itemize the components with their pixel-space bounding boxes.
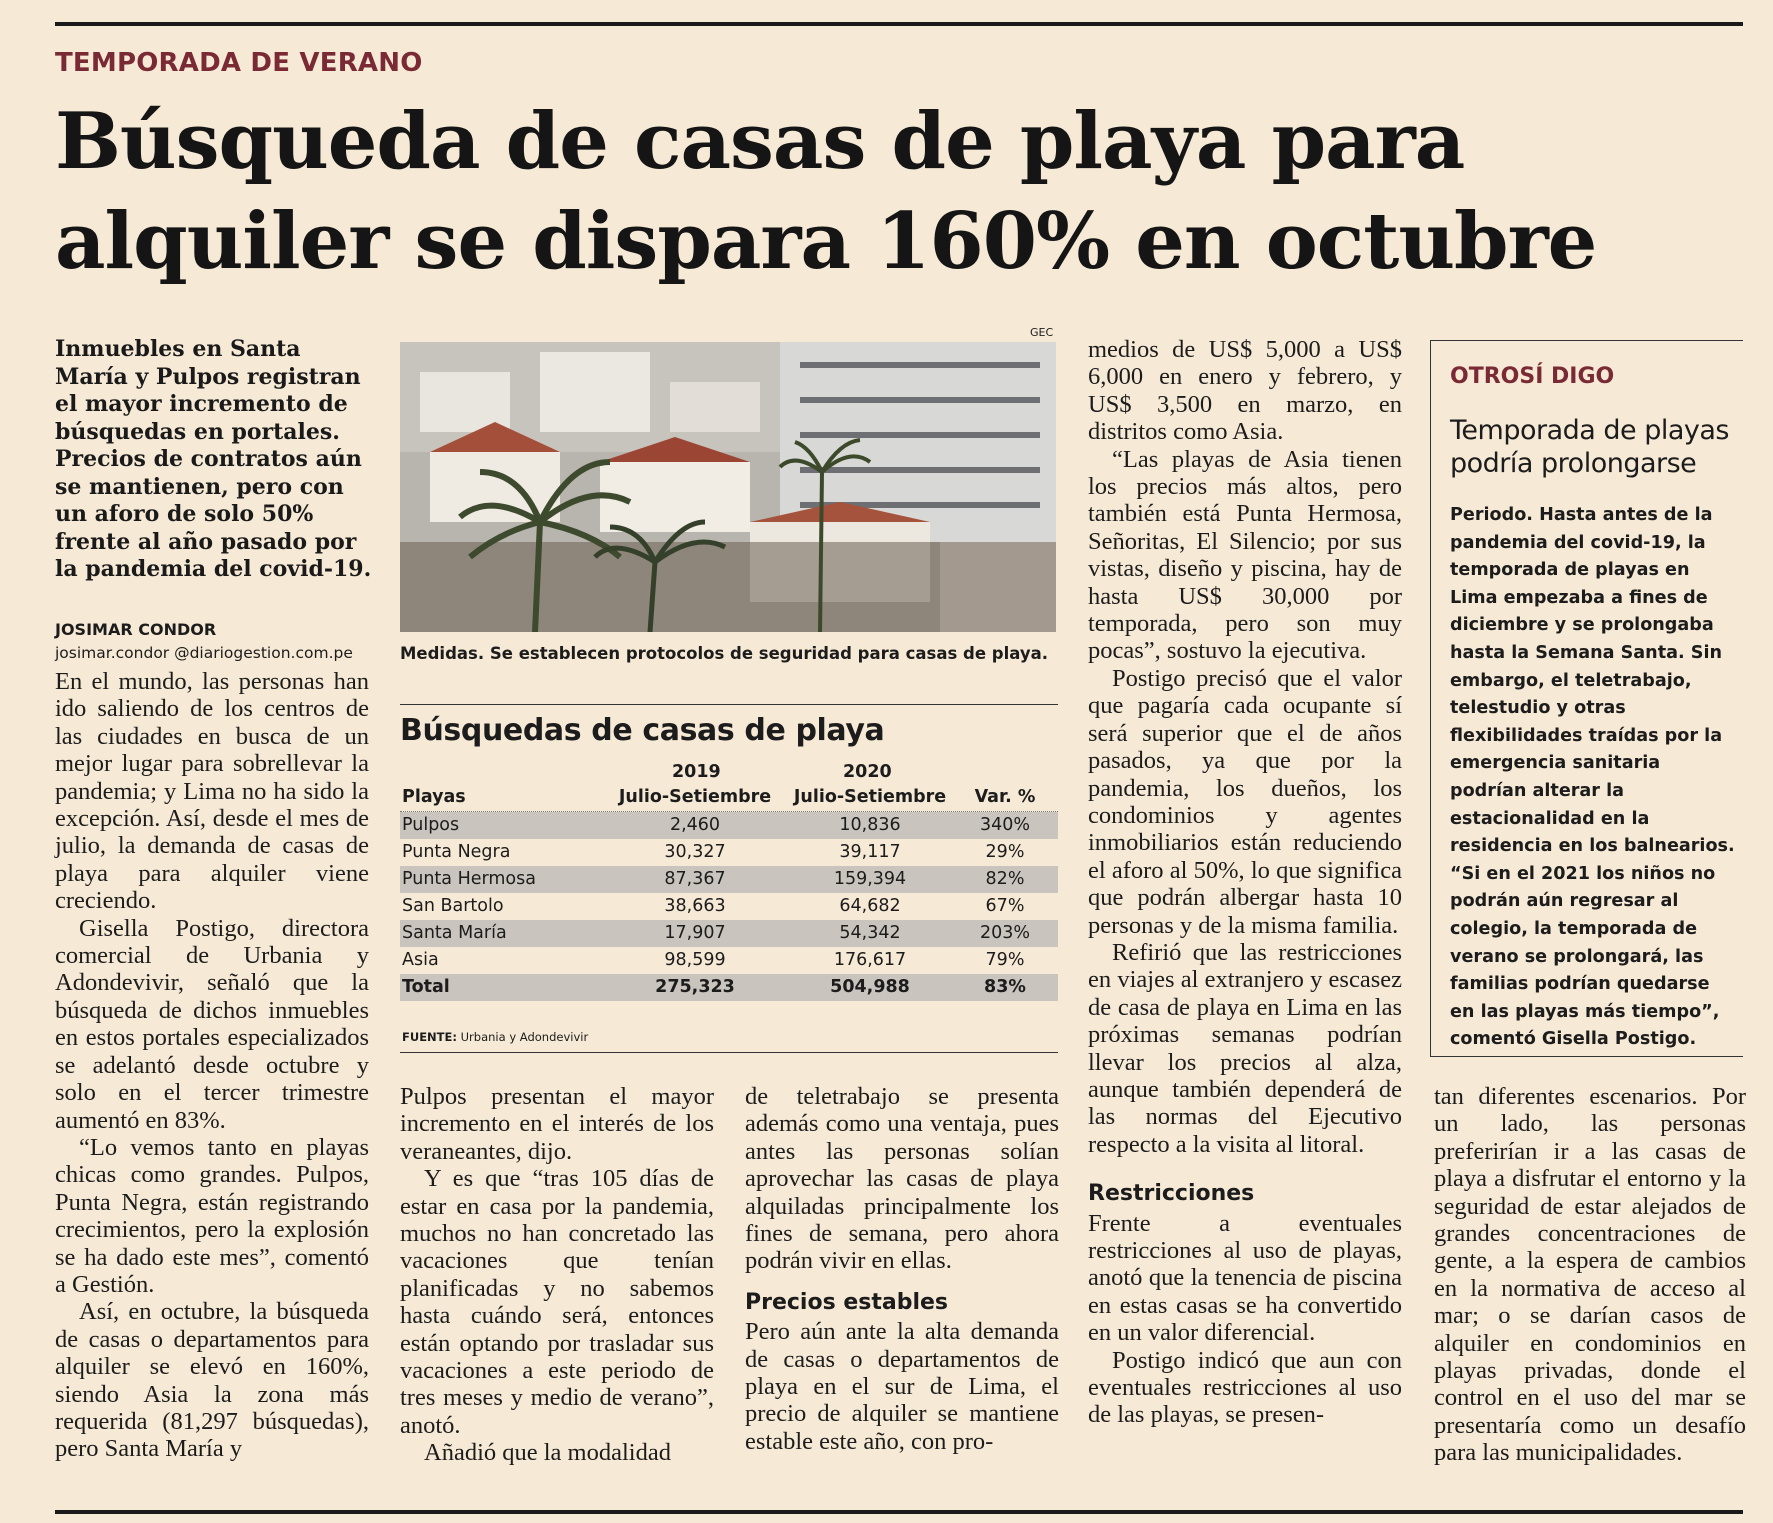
caption-text: Se establecen protocolos de seguridad para casas de playa. <box>484 644 1049 663</box>
paragraph: Pulpos presentan el mayor incremento en el interés de los veraneantes, dijo. <box>400 1083 714 1165</box>
table-cell: Total <box>402 977 450 997</box>
section-kicker: TEMPORADA DE VERANO <box>55 48 423 78</box>
table-total-row <box>400 974 1058 1001</box>
table-cell: Pulpos <box>402 815 460 835</box>
lede: Inmuebles en Santa María y Pulpos registran el mayor incremento de búsquedas en portales. Precios de contratos aún se mantienen, pero con un aforo de solo 50% frente al año pasado por la pandemia del covid-19. <box>55 336 372 582</box>
table-cell: 275,323 <box>655 977 735 997</box>
headline: Búsqueda de casas de playa para alquiler se dispara 160% en octubre <box>55 96 1597 287</box>
table-cell: 203% <box>979 923 1031 943</box>
paragraph: Así, en octubre, la búsqueda de casas o departamentos para alquiler se elevó en 160%, siendo Asia la zona más requerida (81,297 búsquedas), pero Santa María y <box>55 1298 369 1463</box>
table-row <box>400 947 1058 974</box>
paragraph: Gisella Postigo, directora comercial de Urbania y Adondevivir, señaló que la búsqueda de dichos inmuebles en estos portales especializados se adelantó desde octubre y solo en el tercer trimestre aumentó en 83%. <box>55 914 369 1134</box>
table-cell: 54,342 <box>839 923 901 943</box>
column-4 <box>1088 336 1402 1429</box>
table-cell: 176,617 <box>833 950 907 970</box>
sidebar-kicker: OTROSÍ DIGO <box>1450 364 1615 389</box>
table-cell: 39,117 <box>839 842 901 862</box>
caption-label: Medidas. <box>400 644 485 663</box>
paragraph: tan diferentes escenarios. Por un lado, las personas preferirían ir a las casas de playa a disfrutar el entorno y la seguridad de estar alejados de grandes concentraciones de gente, a la espera de cambios en la normativa de acceso al mar; o se darían casos de alquiler en condominios en playas privadas, donde el control en el uso del mar se presentaría como un desafío para las municipalidades. <box>1434 1083 1746 1467</box>
column-2 <box>400 1083 714 1467</box>
header-cell: Julio-Setiembre <box>618 787 772 807</box>
table-cell: 67% <box>985 896 1025 916</box>
paragraph: Y es que “tras 105 días de estar en casa por la pandemia, muchos no han concretado las vacaciones que tenían planificadas y no sabemos hasta cuándo será, entonces están optando por trasladar sus vacaciones a este periodo de tres meses y medio de verano”, anotó. <box>400 1165 714 1439</box>
table-row <box>400 866 1058 893</box>
column-1 <box>55 668 369 1463</box>
table-cell: 98,599 <box>664 950 726 970</box>
paragraph: Postigo indicó que aun con eventuales restricciones al uso de las playas, se presen- <box>1088 1346 1402 1429</box>
paragraph: “Lo vemos tanto en playas chicas como grandes. Pulpos, Punta Negra, están registrando crecimientos, pero la explosión se ha dado este mes”, comentó a Gestión. <box>55 1133 369 1298</box>
table-cell: 38,663 <box>664 896 726 916</box>
paragraph: Pero aún ante la alta demanda de casas o departamentos de playa en el sur de Lima, el precio de alquiler se mantiene estable este año, con pro- <box>745 1318 1059 1455</box>
table-cell: 10,836 <box>839 815 901 835</box>
table-cell: 29% <box>985 842 1025 862</box>
sidebar-body: Periodo. Hasta antes de la pandemia del covid-19, la temporada de playas en Lima empezaba a fines de diciembre y se prolongaba hasta la Semana Santa. Sin embargo, el teletrabajo, telestudio y otras flexibilidades traídas por la emergencia sanitaria podrían alterar la estacionalidad en la residencia en los balnearios. “Si en el 2021 los niños no podrán aún regresar al colegio, la temporada de verano se prolongará, las familias podrían quedarse en las playas más tiempo”, comentó Gisella Postigo. <box>1450 505 1735 1050</box>
table-cell: Punta Hermosa <box>402 869 536 889</box>
column-5 <box>1434 1083 1746 1467</box>
source-text: Urbania y Adondevivir <box>456 1030 589 1044</box>
header-cell: Var. % <box>974 787 1036 807</box>
photo-caption <box>400 644 1060 663</box>
byline-author: JOSIMAR CONDOR <box>55 620 217 639</box>
table-cell: 64,682 <box>839 896 901 916</box>
paragraph: Postigo precisó que el valor que pagaría cada ocupante sí será superior que el de años pasados, ya que por la pandemia, los dueños, los condominios y agentes inmobiliarios están reduciendo el aforo al 50%, lo que significa que podrán albergar hasta 10 personas y de la misma familia. <box>1088 664 1402 939</box>
table-cell: 83% <box>984 977 1026 997</box>
table-cell: Asia <box>402 950 439 970</box>
photo-credit: GEC <box>1030 326 1054 339</box>
table-cell: 159,394 <box>833 869 907 889</box>
paragraph: medios de US$ 5,000 a US$ 6,000 en enero y febrero, y US$ 3,500 en marzo, en distritos como Asia. <box>1088 336 1402 446</box>
table-source <box>402 1030 588 1044</box>
table-cell: 504,988 <box>830 977 910 997</box>
header-cell: Julio-Setiembre <box>793 787 947 807</box>
header-cell: Playas <box>402 787 466 807</box>
column-3 <box>745 1083 1059 1455</box>
table-cell: San Bartolo <box>402 896 504 916</box>
table-title: Búsquedas de casas de playa <box>400 713 885 748</box>
table-cell: 79% <box>985 950 1025 970</box>
table-cell: 82% <box>985 869 1025 889</box>
paragraph: “Las playas de Asia tienen los precios más altos, pero también está Punta Hermosa, Señoritas, El Silencio; por sus vistas, diseño y piscina, hay de hasta US$ 30,000 por temporada, pero son muy pocas”, sostuvo la ejecutiva. <box>1088 445 1402 665</box>
sidebar-title: Temporada de playas podría prolongarse <box>1450 415 1729 479</box>
table-cell: 340% <box>979 815 1031 835</box>
top-rule <box>55 22 1743 26</box>
table-row <box>400 893 1058 920</box>
paragraph: Frente a eventuales restricciones al uso de playas, anotó que la tenencia de piscina en estas casas se ha convertido en un valor diferencial. <box>1088 1209 1402 1347</box>
paragraph: Añadió que la modalidad <box>424 1439 671 1467</box>
paragraph: de teletrabajo se presenta además como una ventaja, pues antes las personas solían aprovechar las casas de playa alquiladas principalmente los fines de semana, pero ahora podrán vivir en ellas. <box>745 1083 1059 1275</box>
paragraph: En el mundo, las personas han ido saliendo de los centros de las ciudades en busca de un mejor lugar para sobrellevar la pandemia; y Lima no ha sido la excepción. Así, desde el mes de julio, la demanda de casas de playa para alquiler viene creciendo. <box>55 668 369 915</box>
source-label: FUENTE: <box>402 1030 457 1044</box>
table-cell: 87,367 <box>664 869 726 889</box>
byline-email[interactable]: josimar.condor @diariogestion.com.pe <box>55 644 353 662</box>
subhead-precios: Precios estables <box>745 1289 949 1315</box>
table-cell: 30,327 <box>664 842 726 862</box>
subhead-restricciones: Restricciones <box>1088 1181 1255 1207</box>
table-cell: Santa María <box>402 923 507 943</box>
table-cell: 17,907 <box>664 923 726 943</box>
table-cell: Punta Negra <box>402 842 511 862</box>
table-bottom-rule <box>400 1052 1058 1053</box>
beach-houses-photo <box>400 342 1056 632</box>
year-header-2020: 2020 <box>843 762 892 782</box>
table-row <box>400 839 1058 866</box>
year-header-2019: 2019 <box>672 762 721 782</box>
table-row <box>400 812 1058 839</box>
table-top-rule <box>400 704 1058 705</box>
table-row <box>400 920 1058 947</box>
table-header-row <box>400 784 1058 811</box>
table-cell: 2,460 <box>669 815 721 835</box>
bottom-rule <box>55 1510 1743 1514</box>
paragraph: Refirió que las restricciones en viajes al extranjero y escasez de casa de playa en Lima en las próximas semanas podrían llevar los precios al alza, aunque también dependerá de las normas del Ejecutivo respecto a la visita al litoral. <box>1088 938 1402 1158</box>
